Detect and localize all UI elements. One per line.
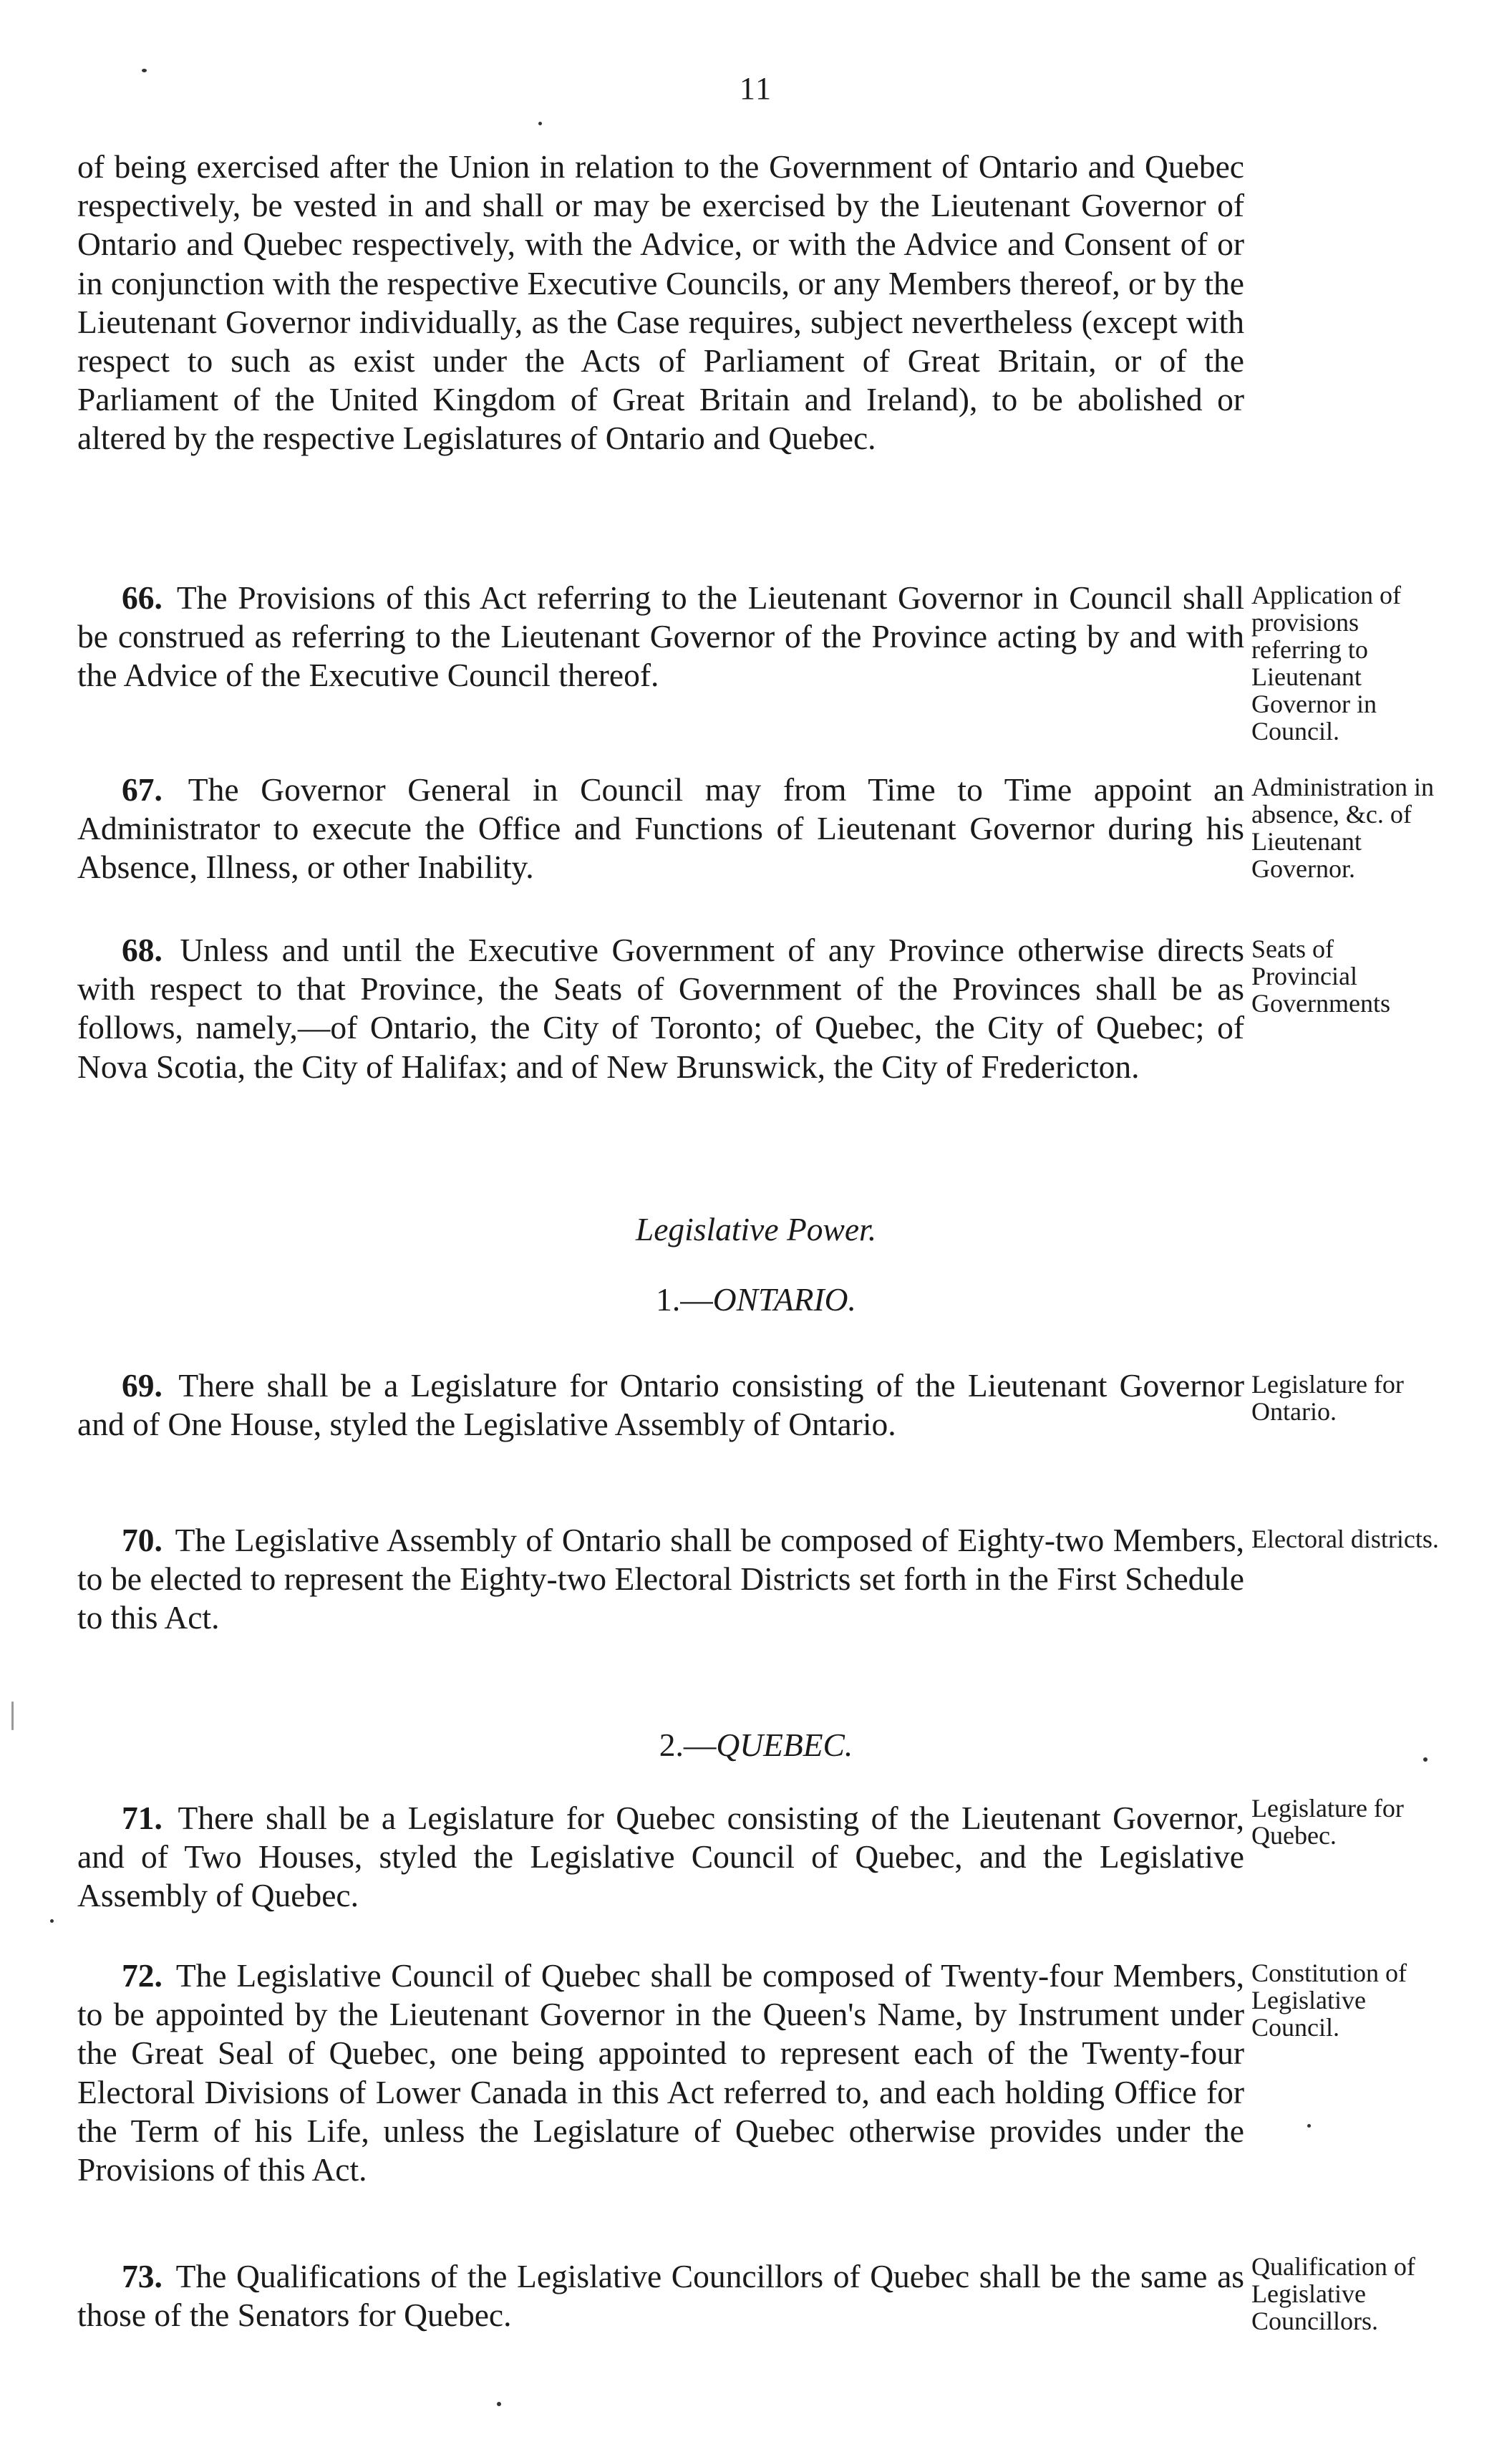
- heading-number: 2.—: [659, 1727, 717, 1763]
- heading-legislative-power: Legislative Power.: [635, 1211, 877, 1247]
- scan-speck: [50, 1919, 54, 1923]
- marginal-note-70: Electoral districts.: [1251, 1525, 1439, 1553]
- scan-speck: [1423, 1757, 1428, 1762]
- marginal-note-68: Seats of Provincial Governments: [1251, 935, 1390, 1018]
- intro-paragraph: of being exercised after the Union in relation to the Government of Ontario and Quebec respectively, be vested in and shall or may be exercised by the Lieutenant Governor of Ontario and Quebec respectively, with the Advice, or with the Advice and Consent of or in conjunction with the respective Executive Councils, or any Members thereof, or by the Lieutenant Governor individually, as the Case requires, subject nevertheless (except with respect to such as exist under the Acts of Parliament of Great Britain, or of the Parliament of the United Kingdom of Great Britain and Ireland), to be abolished or altered by the respective Legislatures of Ontario and Quebec.: [77, 148, 1244, 457]
- marginal-note-69: Legislature for Ontario.: [1251, 1370, 1404, 1426]
- heading-quebec: [0, 1726, 1512, 1764]
- section-68: [77, 931, 1244, 1086]
- heading-number: 1.—: [656, 1281, 713, 1318]
- marginal-note-67: Administration in absence, &c. of Lieutenant Governor.: [1251, 773, 1434, 883]
- marginal-note-72: Constitution of Legislative Council.: [1251, 1959, 1407, 2042]
- section-69: [77, 1366, 1244, 1444]
- section-72: [77, 1956, 1244, 2189]
- page-number: 11: [739, 71, 773, 106]
- section-71: [77, 1799, 1244, 1916]
- section-number: 68.: [122, 932, 163, 968]
- section-text: There shall be a Legislature for Ontario consisting of the Lieutenant Governor and of One House, styled the Legislative Assembly of Ontario.: [77, 1367, 1245, 1443]
- heading-ontario: [0, 1280, 1512, 1318]
- scan-speck: [497, 2402, 501, 2406]
- scan-speck: [142, 69, 147, 72]
- marginal-note-66: Application of provisions referring to Lieutenant Governor in Council.: [1251, 581, 1401, 745]
- marginal-note-73: Qualification of Legislative Councillors.: [1251, 2252, 1415, 2335]
- scan-speck: [538, 122, 542, 125]
- section-73: [77, 2257, 1244, 2335]
- section-text: The Provisions of this Act referring to the Lieutenant Governor in Council shall be construed as referring to the Lieutenant Governor of the Province acting by and with the Advice of the Executive Council thereof.: [77, 579, 1244, 694]
- section-text: The Legislative Council of Quebec shall be composed of Twenty-four Members, to be appointed by the Lieutenant Governor in the Queen's Name, by Instrument under the Great Seal of Quebec, one being appointed to represent each of the Twenty-four Electoral Divisions of Lower Canada in this Act referred to, and each holding Office for the Term of his Life, unless the Legislature of Quebec otherwise provides under the Provisions of this Act.: [77, 1957, 1244, 2188]
- section-text: The Qualifications of the Legislative Councillors of Quebec shall be the same as those of the Senators for Quebec.: [77, 2258, 1244, 2334]
- section-number: 66.: [122, 579, 163, 616]
- section-67: [77, 771, 1244, 887]
- section-number: 72.: [122, 1957, 163, 1994]
- section-text: The Governor General in Council may from Time to Time appoint an Administrator to execute the Office and Functions of Lieutenant Governor during his Absence, Illness, or other Inability.: [77, 771, 1244, 886]
- section-number: 71.: [122, 1800, 163, 1836]
- section-number: 67.: [122, 771, 163, 808]
- section-66: [77, 579, 1244, 695]
- heading-text: QUEBEC.: [716, 1727, 853, 1763]
- section-text: There shall be a Legislature for Quebec consisting of the Lieutenant Governor, and of Two Houses, styled the Legislative Council of Quebec, and the Legislative Assembly of Quebec.: [77, 1800, 1244, 1914]
- marginal-note-71: Legislature for Quebec.: [1251, 1794, 1404, 1850]
- section-70: [77, 1521, 1244, 1638]
- section-number: 70.: [122, 1522, 163, 1558]
- section-text: Unless and until the Executive Government of any Province otherwise directs with respect to that Province, the Seats of Government of the Provinces shall be as follows, namely,—of Ontario, the City of Toronto; of Quebec, the City of Quebec; of Nova Scotia, the City of Halifax; and of New Brunswick, the City of Fredericton.: [77, 932, 1245, 1085]
- section-number: 73.: [122, 2258, 163, 2294]
- scan-speck: [11, 1702, 14, 1730]
- heading-text: ONTARIO.: [712, 1281, 856, 1318]
- section-number: 69.: [122, 1367, 163, 1404]
- scan-speck: [1307, 2124, 1311, 2128]
- section-text: The Legislative Assembly of Ontario shall be composed of Eighty-two Members, to be elected to represent the Eighty-two Electoral Districts set forth in the First Schedule to this Act.: [77, 1522, 1244, 1636]
